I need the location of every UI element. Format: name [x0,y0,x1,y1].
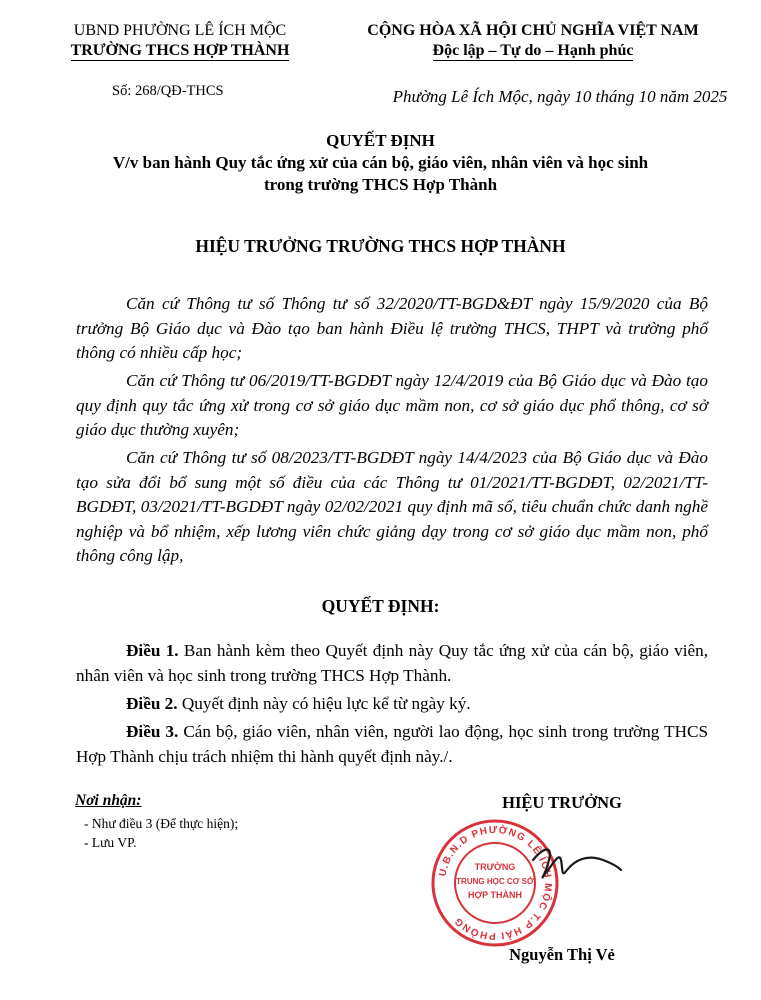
issuing-authority-block [30,21,330,61]
subject-line-2: trong trường THCS Hợp Thành [263,175,498,194]
signer-title: HIỆU TRƯỞNG [502,793,622,812]
decision-heading: QUYẾT ĐỊNH: [321,596,440,616]
legal-basis-3: Căn cứ Thông tư số 08/2023/TT-BGDĐT ngày 14/4/2023 của Bộ Giáo dục và Đào tạo sửa đổi bổ sung một số điều của các Thông tư 01/2021/TT-BGDĐT, 02/2021/TT-BGDĐT, 03/2021/TT-BGDĐT ngày 02/02/2021 quy định mã số, tiêu chuẩn chức danh nghề nghiệp và bổ nhiệm, xếp lương viên chức giảng dạy trong cơ sở giáo dục mầm non, phổ thông công lập, [76,448,708,565]
document-title-block [0,130,761,196]
republic-name: CỘNG HÒA XÃ HỘI CHỦ NGHĨA VIỆT NAM [367,22,699,39]
article-label: Điều 2. [126,694,178,713]
subject-line-1: V/v ban hành Quy tắc ứng xử của cán bộ, giáo viên, nhân viên và học sinh [112,153,649,172]
legal-basis-2: Căn cứ Thông tư 06/2019/TT-BGDĐT ngày 12/4/2019 của Bộ Giáo dục và Đào tạo quy định quy tắc ứng xử trong cơ sở giáo dục mầm non, cơ sở giáo dục phổ thông, cơ sở giáo dục thường xuyên; [76,371,708,439]
handwritten-signature [525,830,625,900]
recipient-item: - Như điều 3 (Để thực hiện); [84,816,239,831]
national-header-block [318,21,748,61]
article-label: Điều 3. [126,722,179,741]
article-1 [76,638,708,688]
place-and-date: Phường Lê Ích Mộc, ngày 10 tháng 10 năm 2025 [392,87,728,106]
stamp-ring-text: U.B.N.D PHƯỜNG LÊ ÍCH MỘC T.P HẢI PHÒNG [437,824,554,942]
recipients-title: Nơi nhận: [75,792,142,809]
agency-name: UBND PHƯỜNG LÊ ÍCH MỘC [73,22,287,39]
stamp-line-2: TRUNG HỌC CƠ SỞ [456,877,534,886]
school-name: TRƯỜNG THCS HỢP THÀNH [70,42,290,59]
recipient-item: - Lưu VP. [84,835,137,850]
document-number: Số: 268/QĐ-THCS [112,83,224,99]
national-motto: Độc lập – Tự do – Hạnh phúc [432,42,634,59]
article-text: Cán bộ, giáo viên, nhân viên, người lao động, học sinh trong trường THCS Hợp Thành chịu trách nhiệm thi hành quyết định này./. [76,722,709,766]
article-text: Quyết định này có hiệu lực kể từ ngày ký. [177,694,471,713]
article-2 [76,691,708,716]
legal-basis-1: Căn cứ Thông tư số Thông tư số 32/2020/TT-BGD&ĐT ngày 15/9/2020 của Bộ trưởng Bộ Giáo dục và Đào tạo ban hành Điều lệ trường THCS, THPT và trường phổ thông có nhiều cấp học; [76,294,708,362]
signer-name: Nguyễn Thị Vẻ [509,945,615,964]
article-label: Điều 1. [126,641,179,660]
article-3 [76,719,708,769]
document-heading: QUYẾT ĐỊNH [326,131,435,150]
stamp-line-1: TRƯỜNG [474,862,516,872]
stamp-line-3: HỢP THÀNH [467,890,523,900]
authority-heading: HIỆU TRƯỞNG TRƯỜNG THCS HỢP THÀNH [195,236,566,256]
article-text: Ban hành kèm theo Quyết định này Quy tắc ứng xử của cán bộ, giáo viên, nhân viên và học sinh trong trường THCS Hợp Thành. [76,641,709,685]
